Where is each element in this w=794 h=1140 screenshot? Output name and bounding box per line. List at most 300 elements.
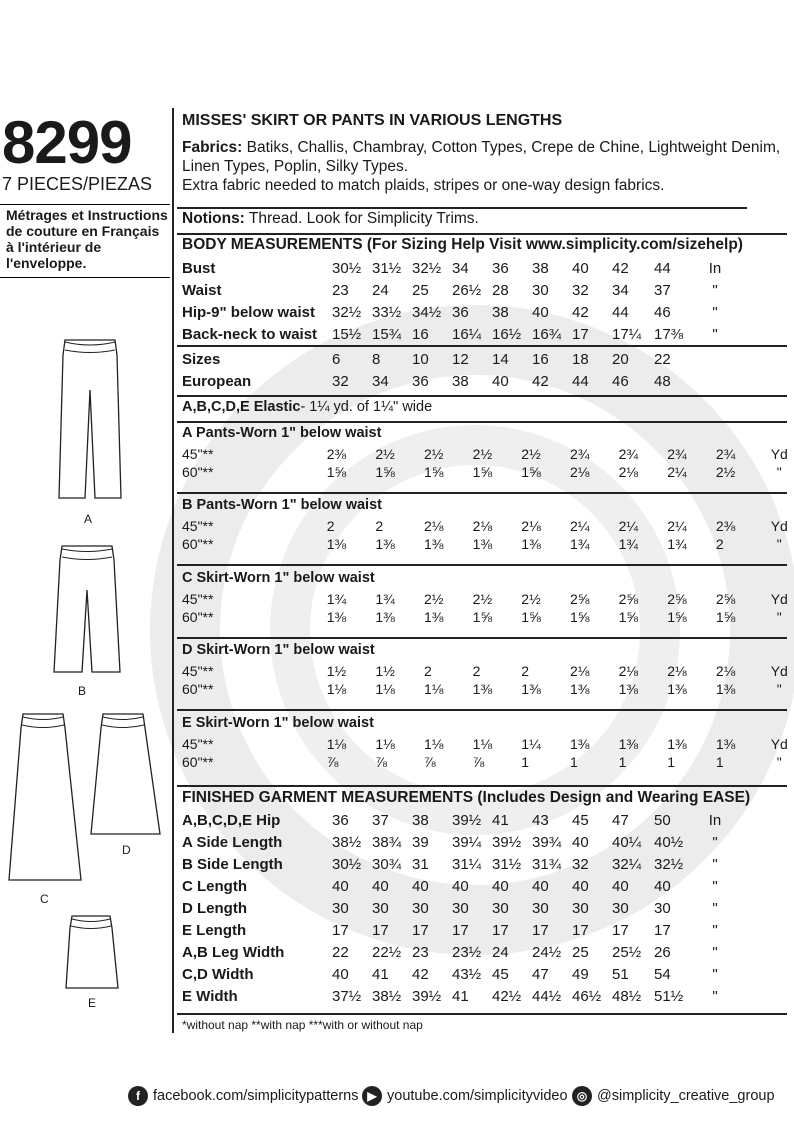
- value-cell: 31½: [372, 259, 402, 277]
- value-cell: 32: [332, 372, 349, 390]
- value-cell: 1⅛: [472, 736, 493, 752]
- value-cell: 2: [424, 663, 432, 679]
- value-cell: 1⅜: [569, 681, 590, 697]
- value-cell: 1⅜: [375, 536, 395, 552]
- value-cell: 2: [715, 536, 724, 552]
- finished-measurements-table: [182, 809, 730, 1007]
- value-cell: 39: [412, 833, 429, 851]
- value-cell: 1½: [326, 663, 347, 679]
- value-cell: 1⅛: [326, 736, 347, 752]
- notions-text: Thread. Look for Simplicity Trims.: [244, 210, 479, 227]
- view-e-skirt-illustration: [62, 912, 122, 992]
- value-cell: 1⅝: [326, 464, 347, 480]
- value-cell: 31: [412, 855, 429, 873]
- value-cell: 1⅝: [472, 464, 493, 480]
- yardage-table: [182, 590, 794, 626]
- row-label: A,B Leg Width: [182, 943, 285, 961]
- value-cell: 40: [412, 877, 429, 895]
- column-divider: [172, 108, 174, 1033]
- value-cell: 42: [532, 372, 549, 390]
- value-cell: 36: [492, 259, 509, 277]
- pattern-title: MISSES' SKIRT OR PANTS IN VARIOUS LENGTHS: [182, 112, 563, 129]
- value-cell: 30: [452, 899, 469, 917]
- watermark-seal-inner: [270, 425, 680, 835]
- divider: [177, 233, 787, 235]
- value-cell: 40: [332, 877, 349, 895]
- value-cell: 31¼: [452, 855, 482, 873]
- view-label-d: D: [122, 843, 131, 857]
- value-cell: 1⅜: [472, 681, 493, 697]
- value-cell: 1⅝: [569, 609, 590, 625]
- value-cell: 40: [492, 877, 509, 895]
- elastic-note: A,B,C,D,E Elastic- 1¼ yd. of 1¼" wide: [182, 399, 433, 415]
- french-note: Métrages et Instructions de couture en Français à l'intérieur de l'enveloppe.: [0, 204, 170, 278]
- value-cell: 39¾: [532, 833, 562, 851]
- value-cell: 30: [412, 899, 429, 917]
- row-label: Bust: [182, 259, 216, 277]
- value-cell: 41: [492, 811, 509, 829]
- value-cell: 17⅜: [654, 325, 684, 343]
- extra-fabric-note: Extra fabric needed to match plaids, stripes or one-way design fabrics.: [182, 177, 665, 194]
- value-cell: 22: [332, 943, 349, 961]
- table-row: [182, 735, 794, 753]
- value-cell: 2⅛: [424, 518, 444, 534]
- value-cell: 38: [492, 303, 509, 321]
- divider: [177, 207, 747, 209]
- table-row: [182, 279, 730, 301]
- value-cell: 43½: [452, 965, 482, 983]
- body-measurements-heading: BODY MEASUREMENTS (For Sizing Help Visit www.simplicity.com/sizehelp): [182, 236, 743, 253]
- value-cell: 38: [452, 372, 469, 390]
- value-cell: 46½: [572, 987, 602, 1005]
- value-cell: 1¾: [569, 536, 590, 552]
- value-cell: 1⅜: [326, 609, 347, 625]
- value-cell: 1⅛: [375, 736, 395, 752]
- value-cell: 1¾: [326, 591, 347, 607]
- notions-label: Notions:: [182, 210, 245, 227]
- value-cell: 40½: [654, 833, 684, 851]
- youtube-icon: ▶: [362, 1086, 382, 1106]
- row-label: Hip-9" below waist: [182, 303, 315, 321]
- unit-cell: ": [712, 855, 718, 873]
- finished-measurements-heading: FINISHED GARMENT MEASUREMENTS (Includes Design and Wearing EASE): [182, 789, 751, 806]
- table-row: [182, 535, 794, 553]
- value-cell: 1⅝: [375, 464, 395, 480]
- value-cell: 24: [372, 281, 389, 299]
- value-cell: 16: [532, 350, 549, 368]
- unit-cell: [700, 348, 730, 370]
- value-cell: 2½: [375, 446, 395, 462]
- value-cell: 38½: [372, 987, 402, 1005]
- row-label: 45"**: [182, 591, 214, 607]
- value-cell: 26½: [452, 281, 482, 299]
- value-cell: 2⅛: [569, 663, 590, 679]
- value-cell: 44: [612, 303, 629, 321]
- table-row: [182, 301, 730, 323]
- value-cell: 2¾: [618, 446, 639, 462]
- value-cell: 1⅜: [424, 536, 444, 552]
- row-label: A,B,C,D,E Hip: [182, 811, 281, 829]
- footnote: *without nap **with nap ***with or without nap: [182, 1018, 423, 1032]
- value-cell: 30: [372, 899, 389, 917]
- unit-cell: ": [712, 281, 718, 299]
- table-row: [182, 370, 730, 392]
- value-cell: 2⅛: [569, 464, 590, 480]
- value-cell: 30: [492, 899, 509, 917]
- value-cell: 40¼: [612, 833, 642, 851]
- table-row: [182, 853, 730, 875]
- value-cell: 2: [472, 663, 481, 679]
- value-cell: 1¾: [375, 591, 395, 607]
- value-cell: 17: [572, 921, 589, 939]
- value-cell: 1⅝: [618, 609, 639, 625]
- value-cell: 25½: [612, 943, 642, 961]
- table-row: [182, 517, 794, 535]
- value-cell: 15¾: [372, 325, 402, 343]
- table-row: [182, 590, 794, 608]
- value-cell: ⅞: [375, 754, 388, 770]
- unit-cell: In: [708, 259, 722, 277]
- value-cell: 1: [521, 754, 530, 770]
- value-cell: 32¼: [612, 855, 642, 873]
- value-cell: 1¼: [521, 736, 541, 752]
- divider: [177, 421, 787, 423]
- table-row: [182, 680, 794, 698]
- value-cell: 30: [654, 899, 671, 917]
- value-cell: 2⅝: [618, 591, 639, 607]
- row-label: B Side Length: [182, 855, 283, 873]
- value-cell: 17: [412, 921, 429, 939]
- value-cell: 30½: [332, 259, 362, 277]
- value-cell: 2¾: [667, 446, 687, 462]
- pattern-number: 8299: [2, 109, 132, 176]
- yardage-heading: D Skirt-Worn 1" below waist: [182, 642, 375, 658]
- value-cell: 8: [372, 350, 381, 368]
- yardage-table: [182, 735, 794, 771]
- value-cell: 2⅝: [715, 591, 736, 607]
- value-cell: 38½: [332, 833, 362, 851]
- value-cell: 1⅛: [424, 736, 444, 752]
- unit-cell: ": [776, 609, 782, 625]
- value-cell: 37: [654, 281, 671, 299]
- value-cell: 25: [572, 943, 589, 961]
- table-row: [182, 662, 794, 680]
- value-cell: 51: [612, 965, 629, 983]
- value-cell: 40: [612, 877, 629, 895]
- value-cell: 1¾: [618, 536, 639, 552]
- value-cell: 1: [569, 754, 578, 770]
- table-row: [182, 963, 730, 985]
- value-cell: 1⅜: [667, 736, 687, 752]
- unit-cell: In: [708, 811, 722, 829]
- value-cell: 40: [372, 877, 389, 895]
- unit-cell: ": [712, 899, 718, 917]
- value-cell: 32: [572, 281, 589, 299]
- divider: [177, 492, 787, 494]
- value-cell: 47: [532, 965, 549, 983]
- value-cell: 16¾: [532, 325, 562, 343]
- row-label: European: [182, 372, 252, 390]
- yardage-table: [182, 445, 794, 481]
- value-cell: 1⅛: [424, 681, 444, 697]
- value-cell: 16: [412, 325, 429, 343]
- social-instagram[interactable]: ◎ @simplicity_creative_group: [572, 1086, 775, 1106]
- value-cell: 37: [372, 811, 389, 829]
- value-cell: 2¼: [667, 518, 687, 534]
- value-cell: 16¼: [452, 325, 482, 343]
- value-cell: 26: [654, 943, 671, 961]
- row-label: 60"**: [182, 681, 214, 697]
- social-youtube[interactable]: ▶ youtube.com/simplicityvideo: [362, 1086, 568, 1106]
- value-cell: 43: [532, 811, 549, 829]
- unit-cell: ": [712, 877, 718, 895]
- value-cell: 2: [326, 518, 335, 534]
- value-cell: ⅞: [472, 754, 485, 770]
- value-cell: 1⅜: [618, 736, 639, 752]
- row-label: 45"**: [182, 736, 214, 752]
- value-cell: 2½: [424, 446, 444, 462]
- value-cell: 2½: [521, 591, 541, 607]
- value-cell: 2⅛: [618, 464, 639, 480]
- unit-cell: ": [776, 536, 782, 552]
- unit-cell: ": [776, 754, 782, 770]
- value-cell: 32½: [332, 303, 362, 321]
- yardage-heading: E Skirt-Worn 1" below waist: [182, 715, 374, 731]
- divider: [177, 709, 787, 711]
- value-cell: 39¼: [452, 833, 482, 851]
- divider: [177, 345, 787, 347]
- view-label-e: E: [88, 996, 97, 1010]
- value-cell: 2½: [472, 591, 493, 607]
- value-cell: 31¾: [532, 855, 562, 873]
- value-cell: 1⅝: [472, 609, 493, 625]
- value-cell: 30: [572, 899, 589, 917]
- value-cell: 28: [492, 281, 509, 299]
- value-cell: 44½: [532, 987, 562, 1005]
- value-cell: 40: [332, 965, 349, 983]
- divider: [177, 785, 787, 787]
- value-cell: 44: [654, 259, 671, 277]
- value-cell: 17: [572, 325, 589, 343]
- divider: [177, 1013, 787, 1015]
- value-cell: 32½: [654, 855, 684, 873]
- value-cell: 6: [332, 350, 341, 368]
- unit-cell: Yd: [770, 518, 788, 534]
- table-row: [182, 348, 730, 370]
- value-cell: 2⅜: [715, 518, 736, 534]
- value-cell: 2: [521, 663, 530, 679]
- value-cell: 46: [612, 372, 629, 390]
- value-cell: 2: [375, 518, 384, 534]
- value-cell: 41: [372, 965, 389, 983]
- value-cell: 40: [492, 372, 509, 390]
- yardage-heading: B Pants-Worn 1" below waist: [182, 497, 382, 513]
- value-cell: 22½: [372, 943, 402, 961]
- value-cell: 40: [532, 303, 549, 321]
- value-cell: 14: [492, 350, 509, 368]
- value-cell: 39½: [452, 811, 482, 829]
- value-cell: 54: [654, 965, 671, 983]
- unit-cell: ": [776, 681, 782, 697]
- value-cell: 1⅝: [715, 609, 736, 625]
- value-cell: 40: [452, 877, 469, 895]
- value-cell: 1⅜: [715, 736, 736, 752]
- value-cell: 34½: [412, 303, 442, 321]
- value-cell: 2⅛: [618, 663, 639, 679]
- view-label-c: C: [40, 892, 49, 906]
- unit-cell: ": [712, 921, 718, 939]
- value-cell: 34: [612, 281, 629, 299]
- value-cell: 17: [452, 921, 469, 939]
- value-cell: 23: [332, 281, 349, 299]
- value-cell: 1⅜: [375, 609, 395, 625]
- unit-cell: Yd: [770, 736, 788, 752]
- row-label: 60"**: [182, 536, 214, 552]
- value-cell: 40: [532, 877, 549, 895]
- row-label: 45"**: [182, 663, 214, 679]
- table-row: [182, 323, 730, 345]
- value-cell: ⅞: [326, 754, 339, 770]
- value-cell: 38: [532, 259, 549, 277]
- value-cell: 42: [612, 259, 629, 277]
- row-label: C Length: [182, 877, 247, 895]
- value-cell: 50: [654, 811, 671, 829]
- value-cell: 2¾: [715, 446, 736, 462]
- value-cell: 23½: [452, 943, 482, 961]
- value-cell: 38: [412, 811, 429, 829]
- value-cell: 44: [572, 372, 589, 390]
- value-cell: 36: [412, 372, 429, 390]
- value-cell: 39½: [412, 987, 442, 1005]
- value-cell: 31½: [492, 855, 522, 873]
- value-cell: 30: [532, 899, 549, 917]
- value-cell: 1⅜: [569, 736, 590, 752]
- value-cell: 51½: [654, 987, 684, 1005]
- value-cell: 2⅛: [667, 663, 687, 679]
- table-row: [182, 831, 730, 853]
- unit-cell: ": [712, 833, 718, 851]
- value-cell: 1⅜: [521, 536, 541, 552]
- value-cell: 12: [452, 350, 469, 368]
- row-label: A Side Length: [182, 833, 283, 851]
- value-cell: 2⅜: [326, 446, 347, 462]
- value-cell: 37½: [332, 987, 362, 1005]
- value-cell: 17: [372, 921, 389, 939]
- value-cell: 17: [612, 921, 629, 939]
- table-row: [182, 753, 794, 771]
- value-cell: 49: [572, 965, 589, 983]
- value-cell: 34: [452, 259, 469, 277]
- value-cell: 2¼: [569, 518, 590, 534]
- value-cell: 2½: [715, 464, 736, 480]
- value-cell: 1⅝: [667, 609, 687, 625]
- value-cell: 1⅜: [521, 681, 541, 697]
- facebook-icon: f: [128, 1086, 148, 1106]
- value-cell: 1⅜: [472, 536, 493, 552]
- value-cell: 1½: [375, 663, 395, 679]
- unit-cell: ": [712, 987, 718, 1005]
- notions-block: [182, 210, 479, 228]
- table-row: [182, 608, 794, 626]
- value-cell: 2¼: [618, 518, 639, 534]
- value-cell: 2⅛: [472, 518, 493, 534]
- value-cell: 16½: [492, 325, 522, 343]
- yardage-heading: A Pants-Worn 1" below waist: [182, 425, 382, 441]
- value-cell: 40: [572, 259, 589, 277]
- view-label-b: B: [78, 684, 87, 698]
- value-cell: 40: [654, 877, 671, 895]
- value-cell: 2½: [521, 446, 541, 462]
- unit-cell: [700, 370, 730, 392]
- value-cell: 15½: [332, 325, 362, 343]
- value-cell: 18: [572, 350, 589, 368]
- value-cell: 2⅝: [569, 591, 590, 607]
- value-cell: 42: [572, 303, 589, 321]
- value-cell: 2½: [472, 446, 493, 462]
- table-row: [182, 919, 730, 941]
- view-d-skirt-illustration: [88, 708, 163, 838]
- row-label: 60"**: [182, 754, 214, 770]
- row-label: E Length: [182, 921, 247, 939]
- unit-cell: Yd: [770, 591, 788, 607]
- value-cell: 1⅜: [667, 681, 687, 697]
- row-label: Sizes: [182, 350, 221, 368]
- value-cell: 1⅝: [521, 609, 541, 625]
- value-cell: 30: [532, 281, 549, 299]
- value-cell: 47: [612, 811, 629, 829]
- unit-cell: ": [776, 464, 782, 480]
- value-cell: 2⅛: [715, 663, 736, 679]
- sizes-table: [182, 348, 730, 392]
- social-facebook[interactable]: f facebook.com/simplicitypatterns: [128, 1086, 359, 1106]
- table-row: [182, 985, 730, 1007]
- table-row: [182, 809, 730, 831]
- value-cell: 2¾: [569, 446, 590, 462]
- value-cell: 36: [452, 303, 469, 321]
- value-cell: 24½: [532, 943, 562, 961]
- row-label: 45"**: [182, 518, 214, 534]
- view-c-skirt-illustration: [5, 708, 85, 888]
- table-row: [182, 875, 730, 897]
- value-cell: 38¾: [372, 833, 402, 851]
- value-cell: 40: [572, 877, 589, 895]
- table-row: [182, 463, 794, 481]
- value-cell: 34: [372, 372, 389, 390]
- table-row: [182, 257, 730, 279]
- row-label: Back-neck to waist: [182, 325, 318, 343]
- value-cell: 25: [412, 281, 429, 299]
- value-cell: 2⅛: [521, 518, 541, 534]
- table-row: [182, 897, 730, 919]
- value-cell: 17: [532, 921, 549, 939]
- value-cell: 30: [332, 899, 349, 917]
- view-b-pants-illustration: [52, 540, 122, 680]
- row-label: C,D Width: [182, 965, 254, 983]
- divider: [177, 637, 787, 639]
- value-cell: 39½: [492, 833, 522, 851]
- divider: [177, 564, 787, 566]
- value-cell: 48: [654, 372, 671, 390]
- value-cell: 1⅜: [326, 536, 347, 552]
- value-cell: 1: [618, 754, 627, 770]
- value-cell: 48½: [612, 987, 642, 1005]
- value-cell: 1: [667, 754, 676, 770]
- value-cell: 32: [572, 855, 589, 873]
- value-cell: 33½: [372, 303, 402, 321]
- value-cell: 40: [572, 833, 589, 851]
- view-label-a: A: [84, 512, 93, 526]
- unit-cell: Yd: [770, 663, 788, 679]
